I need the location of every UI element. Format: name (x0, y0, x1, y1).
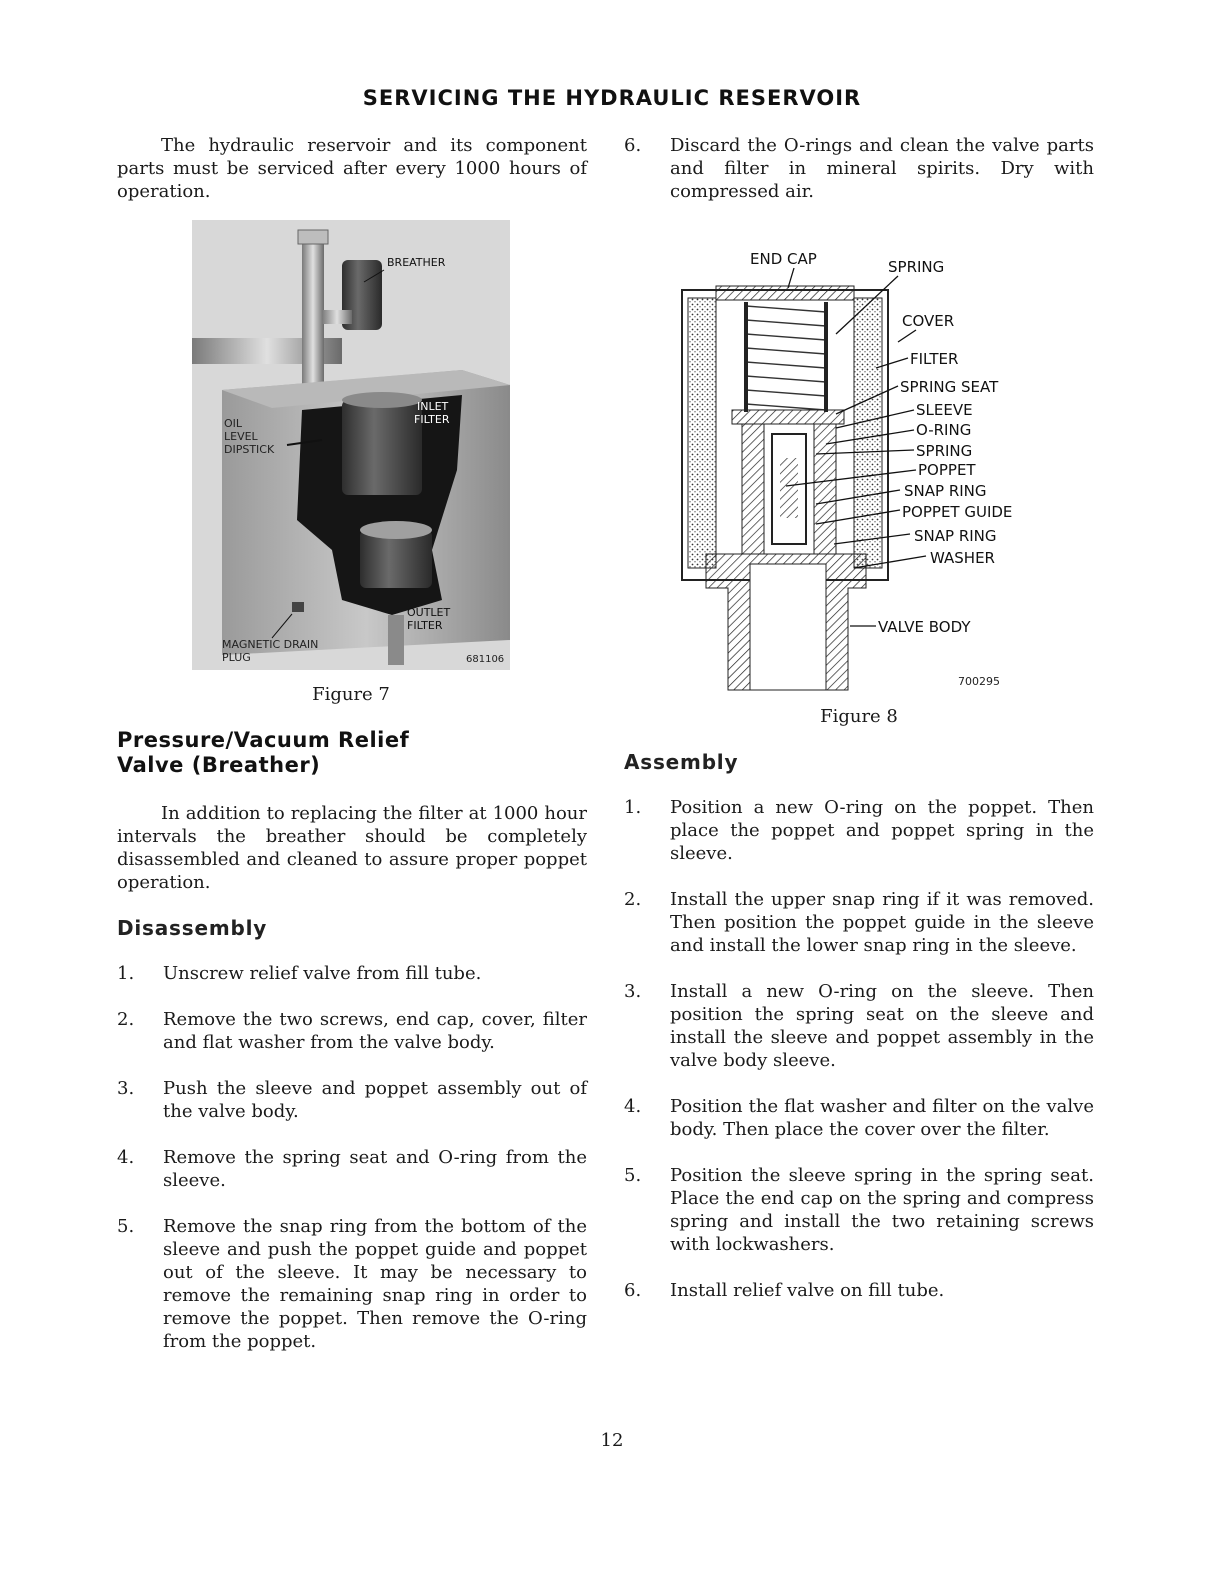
list-item: 6. Install relief valve on fill tube. (624, 1280, 945, 1301)
label-oring: O-RING (916, 421, 972, 439)
disassembly-heading: Disassembly (117, 916, 268, 940)
inlet-filter (342, 400, 422, 495)
label-breather: BREATHER (387, 256, 446, 269)
list-item: 4. Remove the spring seat and O-ring from the sleeve. (117, 1147, 587, 1191)
label-spring-seat: SPRING SEAT (900, 378, 999, 396)
figure-8-diagram (676, 238, 1056, 698)
figure-8-caption-wrap (624, 706, 1094, 727)
label-outlet-2: FILTER (407, 619, 443, 632)
figure-8-code: 700295 (958, 675, 1000, 688)
reservoir-illustration (192, 220, 510, 670)
relief-heading-1: Pressure/Vacuum Relief (117, 728, 410, 752)
label-poppet: POPPET (918, 461, 976, 479)
list-item: 2. Remove the two screws, end cap, cover, filter and flat washer from the valve body. (117, 1009, 587, 1053)
label-spring: SPRING (916, 442, 973, 460)
figure-7-caption: Figure 7 (312, 684, 390, 705)
left-column (117, 134, 587, 203)
list-item: 2. Install the upper snap ring if it was removed. Then position the poppet guide in the sleeve and install the lower snap ring in the sleeve. (624, 889, 1094, 956)
label-dipstick-1: OIL (224, 417, 243, 430)
label-spring-top: SPRING (888, 258, 945, 276)
label-sleeve: SLEEVE (916, 401, 973, 419)
figure-7-caption-wrap (192, 684, 510, 705)
label-inlet-1: INLET (417, 400, 449, 413)
figure-7-photo (192, 220, 510, 670)
label-drain-2: PLUG (222, 651, 251, 664)
relief-paragraph: In addition to replacing the filter at 1000 hour intervals the breather should be completely disassembled and cleaned to assure proper poppet operation. (117, 803, 587, 893)
list-item: 3. Install a new O-ring on the sleeve. Then position the spring seat on the sleeve and install the sleeve and poppet assembly in the valve body sleeve. (624, 981, 1094, 1071)
label-cover: COVER (902, 312, 955, 330)
label-dipstick-3: DIPSTICK (224, 443, 275, 456)
label-end-cap: END CAP (750, 250, 817, 268)
relief-heading-2: Valve (Breather) (117, 753, 321, 777)
label-drain-1: MAGNETIC DRAIN (222, 638, 319, 651)
list-item: 1. Unscrew relief valve from fill tube. (117, 963, 482, 984)
valve-cross-section (676, 238, 1056, 698)
filter-right (854, 298, 882, 568)
label-outlet-1: OUTLET (407, 606, 451, 619)
page-number: 12 (600, 1430, 624, 1451)
assembly-section (624, 750, 1094, 1302)
sleeve-left (742, 424, 764, 554)
assembly-heading: Assembly (624, 750, 739, 774)
right-column (624, 134, 1094, 203)
intro-paragraph: The hydraulic reservoir and its component parts must be serviced after every 1000 hours of operation. (117, 135, 587, 202)
label-valve-body: VALVE BODY (878, 618, 971, 636)
label-filter: FILTER (910, 350, 959, 368)
page-title: SERVICING THE HYDRAULIC RESERVOIR (362, 86, 862, 110)
filter-left (688, 298, 716, 568)
list-item: 5. Position the sleeve spring in the spring seat. Place the end cap on the spring and compress spring and install the two retaining screws with lockwashers. (624, 1165, 1094, 1255)
label-snap-ring-1: SNAP RING (904, 482, 987, 500)
label-inlet-2: FILTER (414, 413, 450, 426)
list-item: 5. Remove the snap ring from the bottom of the sleeve and push the poppet guide and poppet out of the sleeve. It may be necessary to remove the remaining snap ring in order to remove the poppet. Then remove the O-ring from the poppet. (117, 1216, 587, 1352)
assembly-list (624, 796, 1094, 1302)
disassembly-list (117, 962, 587, 1353)
figure-8-caption: Figure 8 (820, 706, 898, 727)
label-dipstick-2: LEVEL (224, 430, 258, 443)
relief-section (117, 728, 587, 1353)
list-item: 6. Discard the O-rings and clean the valve parts and filter in mineral spirits. Dry with compressed air. (624, 135, 1094, 202)
list-item: 3. Push the sleeve and poppet assembly out of the valve body. (117, 1078, 587, 1122)
list-item: 1. Position a new O-ring on the poppet. Then place the poppet and poppet spring in the sleeve. (624, 797, 1094, 864)
disassembly-list-continued (624, 134, 1094, 203)
label-snap-ring-2: SNAP RING (914, 527, 997, 545)
label-poppet-guide: POPPET GUIDE (902, 503, 1013, 521)
figure-7-code: 681106 (466, 654, 505, 665)
list-item: 4. Position the flat washer and filter on the valve body. Then place the cover over the filter. (624, 1096, 1094, 1140)
label-washer: WASHER (930, 549, 995, 567)
